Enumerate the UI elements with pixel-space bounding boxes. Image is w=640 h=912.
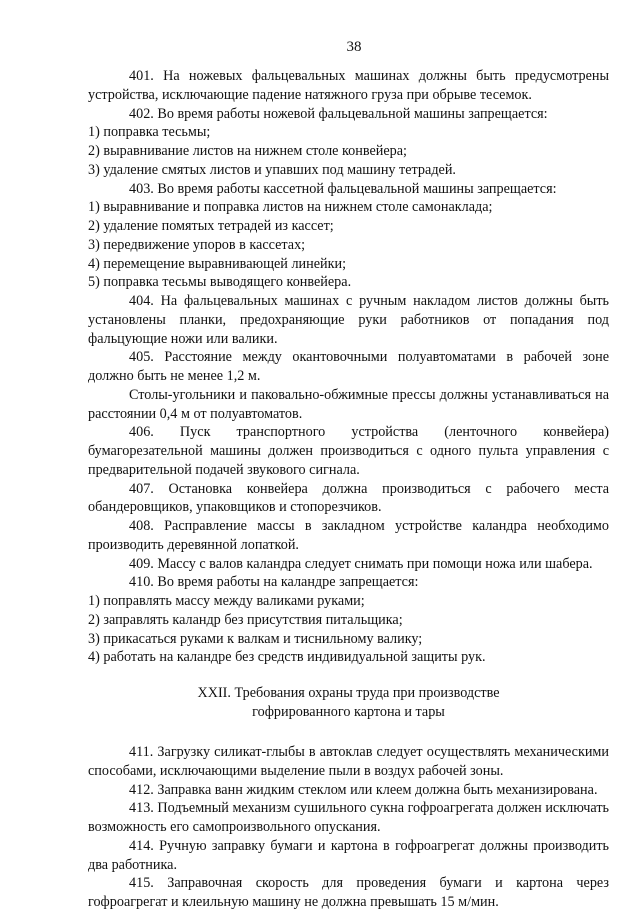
list-item: 1) выравнивание и поправка листов на нижнем столе самонаклада; [88, 199, 493, 216]
paragraph: 412. Заправка ванн жидким стеклом или клеем должна быть механизирована. [129, 781, 598, 798]
list-item: 3) удаление смятых листов и упавших под машину тетрадей. [88, 161, 456, 178]
paragraph: 405. Расстояние между окантовочными полуавтоматами в рабочей зоне должно быть не менее 1,2 м. [88, 349, 609, 384]
paragraph: 407. Остановка конвейера должна производиться с рабочего места обандеровщиков, упаковщиков и стопорезчиков. [88, 480, 609, 516]
paragraph: 411. Загрузку силикат-глыбы в автоклав следует осуществлять механическими способами, исключающими выделение пыли в воздух рабочей зоны. [88, 744, 609, 779]
paragraph: 403. Во время работы кассетной фальцевальной машины запрещается: [129, 180, 557, 197]
page-number: 38 [346, 39, 362, 55]
list-item: 2) заправлять каландр без присутствия питальщика; [88, 611, 403, 628]
paragraph: 413. Подъемный механизм сушильного сукна гофроагрегата должен исключать возможность его самопроизвольного опускания. [88, 800, 609, 835]
paragraph: 414. Ручную заправку бумаги и картона в гофроагрегат должны производить два работника. [88, 837, 609, 873]
list-item: 1) поправка тесьмы; [88, 124, 211, 141]
paragraph: Столы-угольники и паковально-обжимные прессы должны устанавливаться на расстоянии 0,4 м от полуавтоматов. [88, 386, 609, 422]
section-title-line-2: гофрированного картона и тары [252, 704, 445, 720]
paragraph: 409. Массу с валов каландра следует снимать при помощи ножа или шабера. [129, 555, 593, 572]
paragraph: 401. На ножевых фальцевальных машинах должны быть предусмотрены устройства, исключающие падение натяжного груза при обрыве тесемок. [88, 68, 609, 103]
list-item: 3) передвижение упоров в кассетах; [88, 236, 306, 253]
document-body [88, 67, 609, 912]
paragraphs-top [88, 67, 609, 667]
list-item: 3) прикасаться руками к валкам и тиснильному валику; [88, 630, 423, 647]
list-item: 4) работать на каландре без средств индивидуальной защиты рук. [88, 649, 486, 666]
list-item: 1) поправлять массу между валиками руками; [88, 593, 365, 609]
paragraph: 402. Во время работы ножевой фальцевальной машины запрещается: [129, 105, 548, 122]
list-item: 4) перемещение выравнивающей линейки; [88, 255, 347, 272]
paragraphs-bottom [88, 743, 609, 912]
list-item: 2) выравнивание листов на нижнем столе конвейера; [88, 143, 408, 159]
paragraph: 410. Во время работы на каландре запрещается: [129, 574, 419, 591]
paragraph: 404. На фальцевальных машинах с ручным накладом листов должны быть установлены планки, предохраняющие руки работников от попадания под фальцующие ножи или валики. [88, 293, 609, 347]
paragraph: 406. Пуск транспортного устройства (ленточного конвейера) бумагорезательной машины должен производиться с одного пульта управления с предварительной подачей звукового сигнала. [88, 424, 609, 478]
paragraph: 408. Расправление массы в закладном устройстве каландра необходимо производить деревянной лопаткой. [88, 518, 609, 553]
list-item: 2) удаление помятых тетрадей из кассет; [88, 218, 334, 234]
list-item: 5) поправка тесьмы выводящего конвейера. [88, 274, 352, 291]
section-title [88, 684, 609, 722]
paragraph: 415. Заправочная скорость для проведения бумаги и картона через гофроагрегат и клеильную машину не должна превышать 15 м/мин. [88, 875, 609, 910]
section-title-line-1: XXII. Требования охраны труда при производстве [197, 685, 500, 701]
